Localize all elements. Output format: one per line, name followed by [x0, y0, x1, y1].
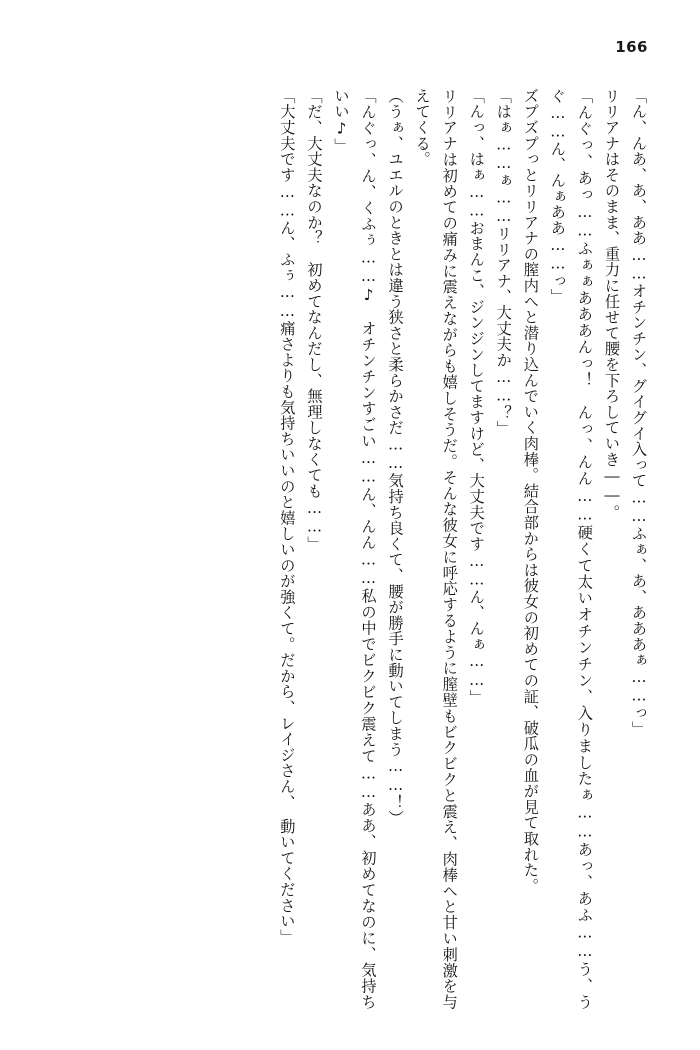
- paragraph: 「だ、大丈夫なのか？ 初めてなんだし、無理しなくても……」: [305, 88, 324, 552]
- page-number: 166: [615, 38, 648, 56]
- paragraph: 「んっ、はぁ……おまんこ、ジンジンしてますけど、大丈夫です……ん、んぁ……」: [467, 88, 486, 706]
- page-body-text: [48, 88, 652, 1010]
- paragraph: 「大丈夫です……ん、ふぅ……痛さよりも気持ちいいのと嬉しいのが強くて。だから、レイジさん、 動いてください」: [278, 88, 297, 945]
- paragraph: リリアナはそのまま、重力に任せて腰を下ろしていき――。: [602, 88, 621, 521]
- paragraph: 「んぐっ、あっ……ふぁぁあああんっ！ んっ、んん……硬くて太いオチンチン、入りましたぁ……あっ、あふ……う、うぐ……ん、んぁああ……っ」: [548, 88, 594, 1010]
- paragraph: 「ん、んあ、あ、ああ……オチンチン、グイグイ入って……ふぁ、あ、あああぁ……っ」: [630, 88, 648, 737]
- paragraph: （うぁ、ユエルのときとは違う狭さと柔らかさだ……気持ち良くて、腰が勝手に動いてしまう……！）: [386, 88, 405, 826]
- paragraph: リリアナは初めての痛みに震えながらも嬉しそうだ。そんな彼女に呼応するように膣壁もビクビクと震え、肉棒へと甘い刺激を与えてくる。: [413, 88, 459, 1010]
- paragraph: 「んぐっ、ん、くふぅ……♪ オチンチンすごい……ん、んん……私の中でビクビク震えて……ああ、初めてなのに、気持ちいい♪」: [332, 88, 378, 1010]
- paragraph: ズプズプっとリリアナの膣内へと潜り込んでいく肉棒。結合部からは彼女の初めての証、破瓜の血が見て取れた。: [521, 88, 540, 894]
- paragraph: 「はぁ……ぁ……リリアナ、大丈夫か……？」: [494, 88, 513, 437]
